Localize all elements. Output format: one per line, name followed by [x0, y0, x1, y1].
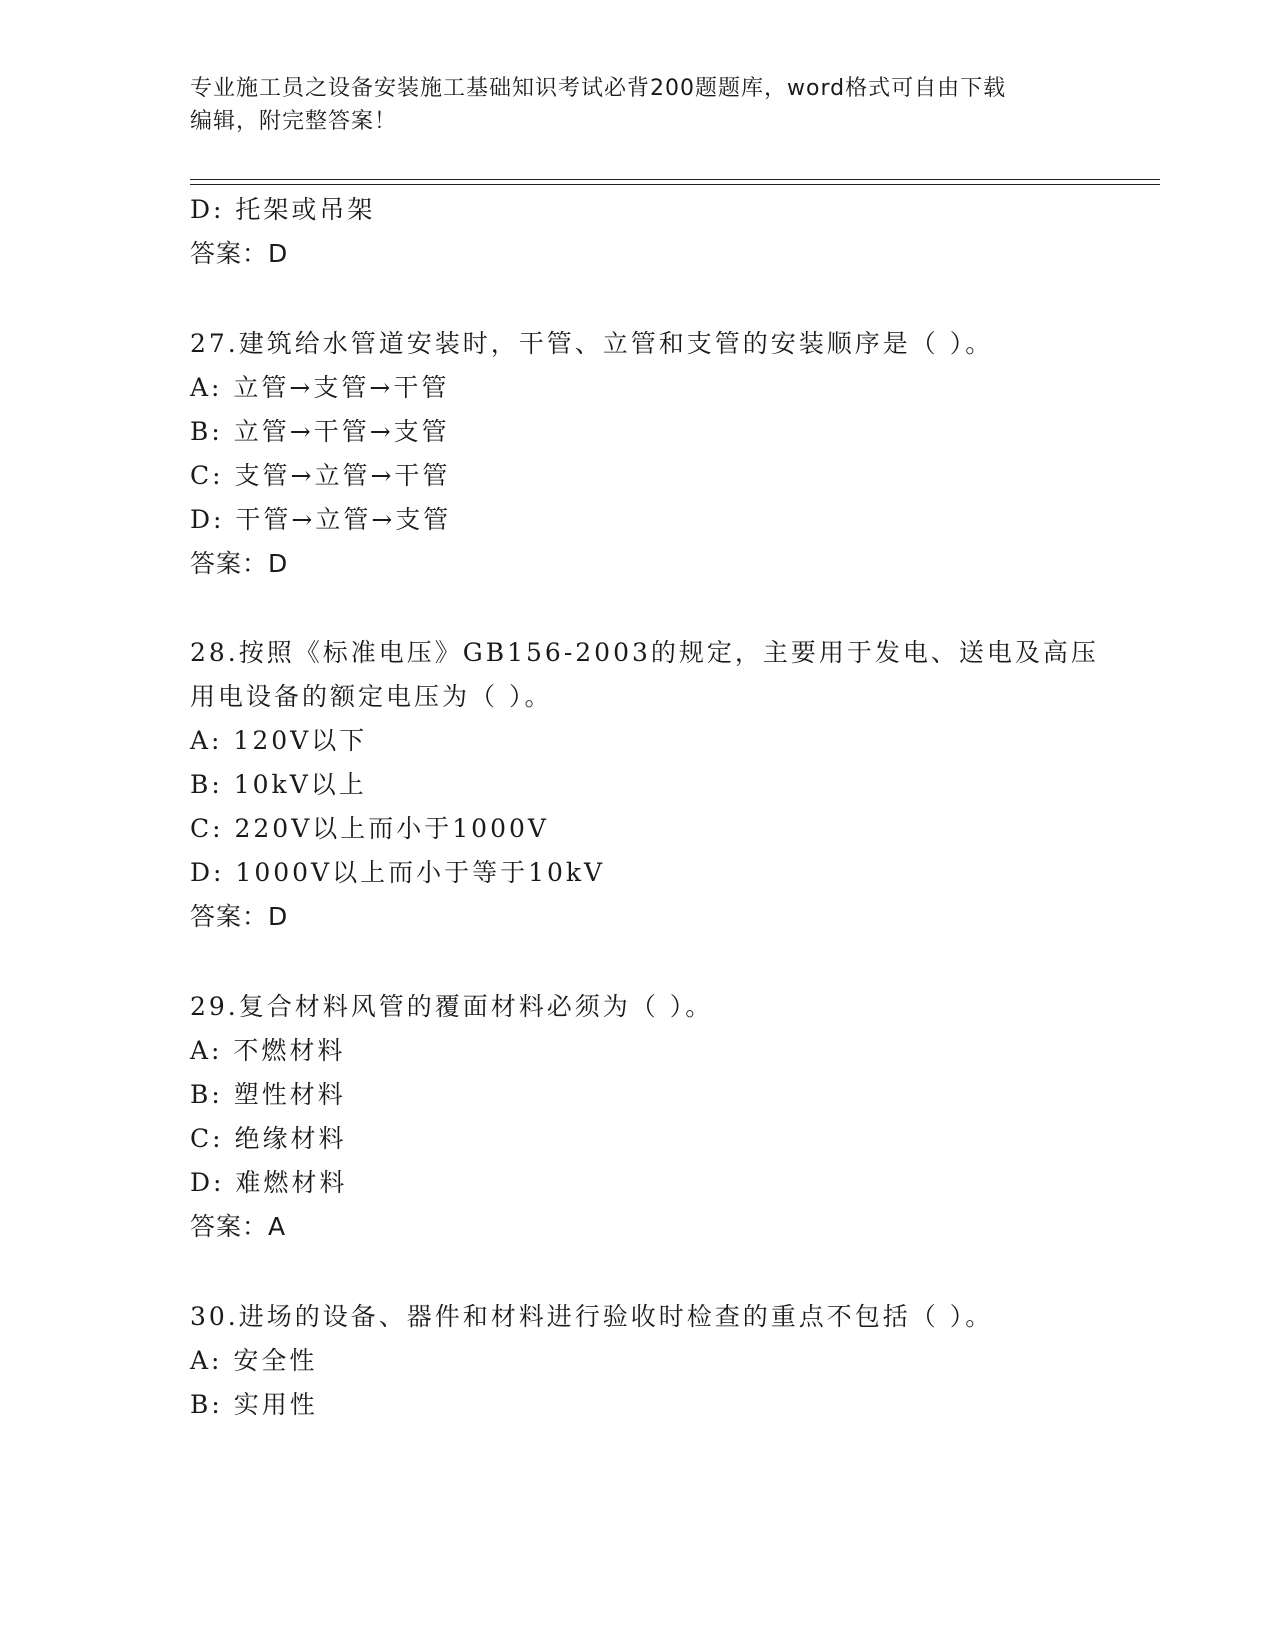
q27-option-a: A: 立管→支管→干管 [190, 373, 450, 402]
header-line-2: 编辑，附完整答案！ [190, 109, 398, 134]
q28-option-c: C: 220V以上而小于1000V [190, 814, 549, 843]
document-header [190, 72, 1090, 138]
q30-option-a: A: 安全性 [190, 1346, 318, 1375]
q29-answer: 答案：A [190, 1212, 287, 1241]
q27-option-b: B: 立管→干管→支管 [190, 417, 450, 446]
q27-option-c: C: 支管→立管→干管 [190, 461, 451, 490]
q28-option-b: B: 10kV以上 [190, 770, 367, 799]
q30-option-b: B: 实用性 [190, 1390, 318, 1419]
q29-option-c: C: 绝缘材料 [190, 1124, 347, 1153]
header-rule-top [190, 179, 1160, 180]
q27-answer: 答案：D [190, 549, 289, 578]
q29-stem: 29.复合材料风管的覆面材料必须为（ ）。 [190, 992, 714, 1021]
q28-stem-line-1: 28.按照《标准电压》GB156-2003的规定，主要用于发电、送电及高压 [190, 638, 1099, 667]
q30-stem: 30.进场的设备、器件和材料进行验收时检查的重点不包括（ ）。 [190, 1302, 994, 1331]
q29-option-a: A: 不燃材料 [190, 1036, 346, 1065]
q27-stem: 27.建筑给水管道安装时，干管、立管和支管的安装顺序是（ ）。 [190, 329, 994, 358]
q27-option-d: D: 干管→立管→支管 [190, 505, 452, 534]
q28-stem-line-2: 用电设备的额定电压为（ ）。 [190, 682, 553, 711]
header-rule-bottom [190, 184, 1160, 185]
header-line-1: 专业施工员之设备安装施工基础知识考试必背200题题库，word格式可自由下载 [190, 76, 1007, 101]
q28-option-a: A: 120V以下 [190, 726, 368, 755]
q26-option-d: D: 托架或吊架 [190, 195, 376, 224]
q29-option-d: D: 难燃材料 [190, 1168, 348, 1197]
q28-option-d: D: 1000V以上而小于等于10kV [190, 858, 606, 887]
q29-option-b: B: 塑性材料 [190, 1080, 346, 1109]
q26-answer: 答案：D [190, 239, 289, 268]
q28-answer: 答案：D [190, 902, 289, 931]
